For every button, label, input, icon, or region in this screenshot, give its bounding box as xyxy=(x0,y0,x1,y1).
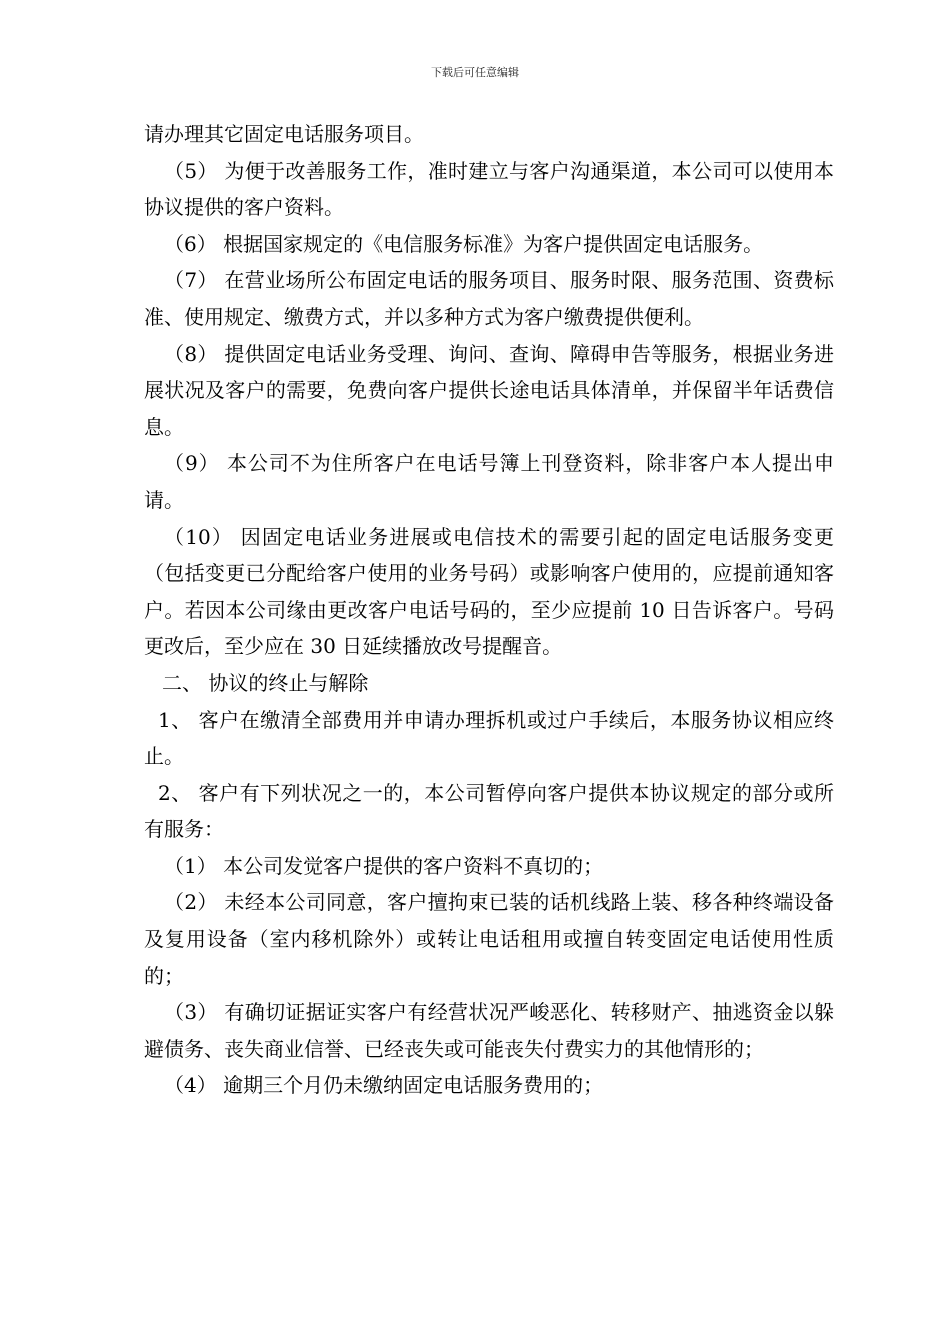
paragraph-continuation: 请办理其它固定电话服务项目。 xyxy=(144,122,424,146)
document-body xyxy=(144,116,834,1104)
paragraph-item-5: （5） 为便于改善服务工作，准时建立与客户沟通渠道，本公司可以使用本协议提供的客户资料。 xyxy=(144,158,834,220)
paragraph-item-8: （8） 提供固定电话业务受理、询问、查询、障碍申告等服务，根据业务进展状况及客户的需要，免费向客户提供长途电话具体清单，并保留半年话费信息。 xyxy=(144,341,834,439)
paragraph-sub-item-2: （2） 未经本公司同意，客户擅拘束已装的话机线路上装、移各种终端设备及复用设备（室内移机除外）或转让电话租用或擅自转变固定电话使用性质的； xyxy=(144,890,834,988)
paragraph-item-10: （10） 因固定电话业务进展或电信技术的需要引起的固定电话服务变更（包括变更已分配给客户使用的业务号码）或影响客户使用的，应提前通知客户。若因本公司缘由更改客户电话号码的，至少应提前 10 日告诉客户。号码更改后，至少应在 30 日延续播放改号提醒音。 xyxy=(144,524,834,659)
section-heading: 二、 协议的终止与解除 xyxy=(162,670,369,695)
paragraph-clause-1: 1、 客户在缴清全部费用并申请办理拆机或过户手续后，本服务协议相应终止。 xyxy=(144,707,834,769)
paragraph-item-6: （6） 根据国家规定的《电信服务标准》为客户提供固定电话服务。 xyxy=(164,231,764,256)
paragraph-item-7: （7） 在营业场所公布固定电话的服务项目、服务时限、服务范围、资费标准、使用规定、缴费方式，并以多种方式为客户缴费提供便利。 xyxy=(144,268,834,329)
paragraph-item-9: （9） 本公司不为住所客户在电话号簿上刊登资料，除非客户本人提出申请。 xyxy=(144,451,834,512)
paragraph-sub-item-1: （1） 本公司发觉客户提供的客户资料不真切的； xyxy=(164,853,604,878)
page-header: 下载后可任意编辑 xyxy=(431,66,519,79)
paragraph-sub-item-4: （4） 逾期三个月仍未缴纳固定电话服务费用的； xyxy=(164,1073,604,1098)
paragraph-clause-2: 2、 客户有下列状况之一的，本公司暂停向客户提供本协议规定的部分或所有服务： xyxy=(144,780,834,842)
paragraph-sub-item-3: （3） 有确切证据证实客户有经营状况严峻恶化、转移财产、抽逃资金以躲避债务、丧失商业信誉、已经丧失或可能丧失付费实力的其他情形的； xyxy=(144,1000,834,1061)
